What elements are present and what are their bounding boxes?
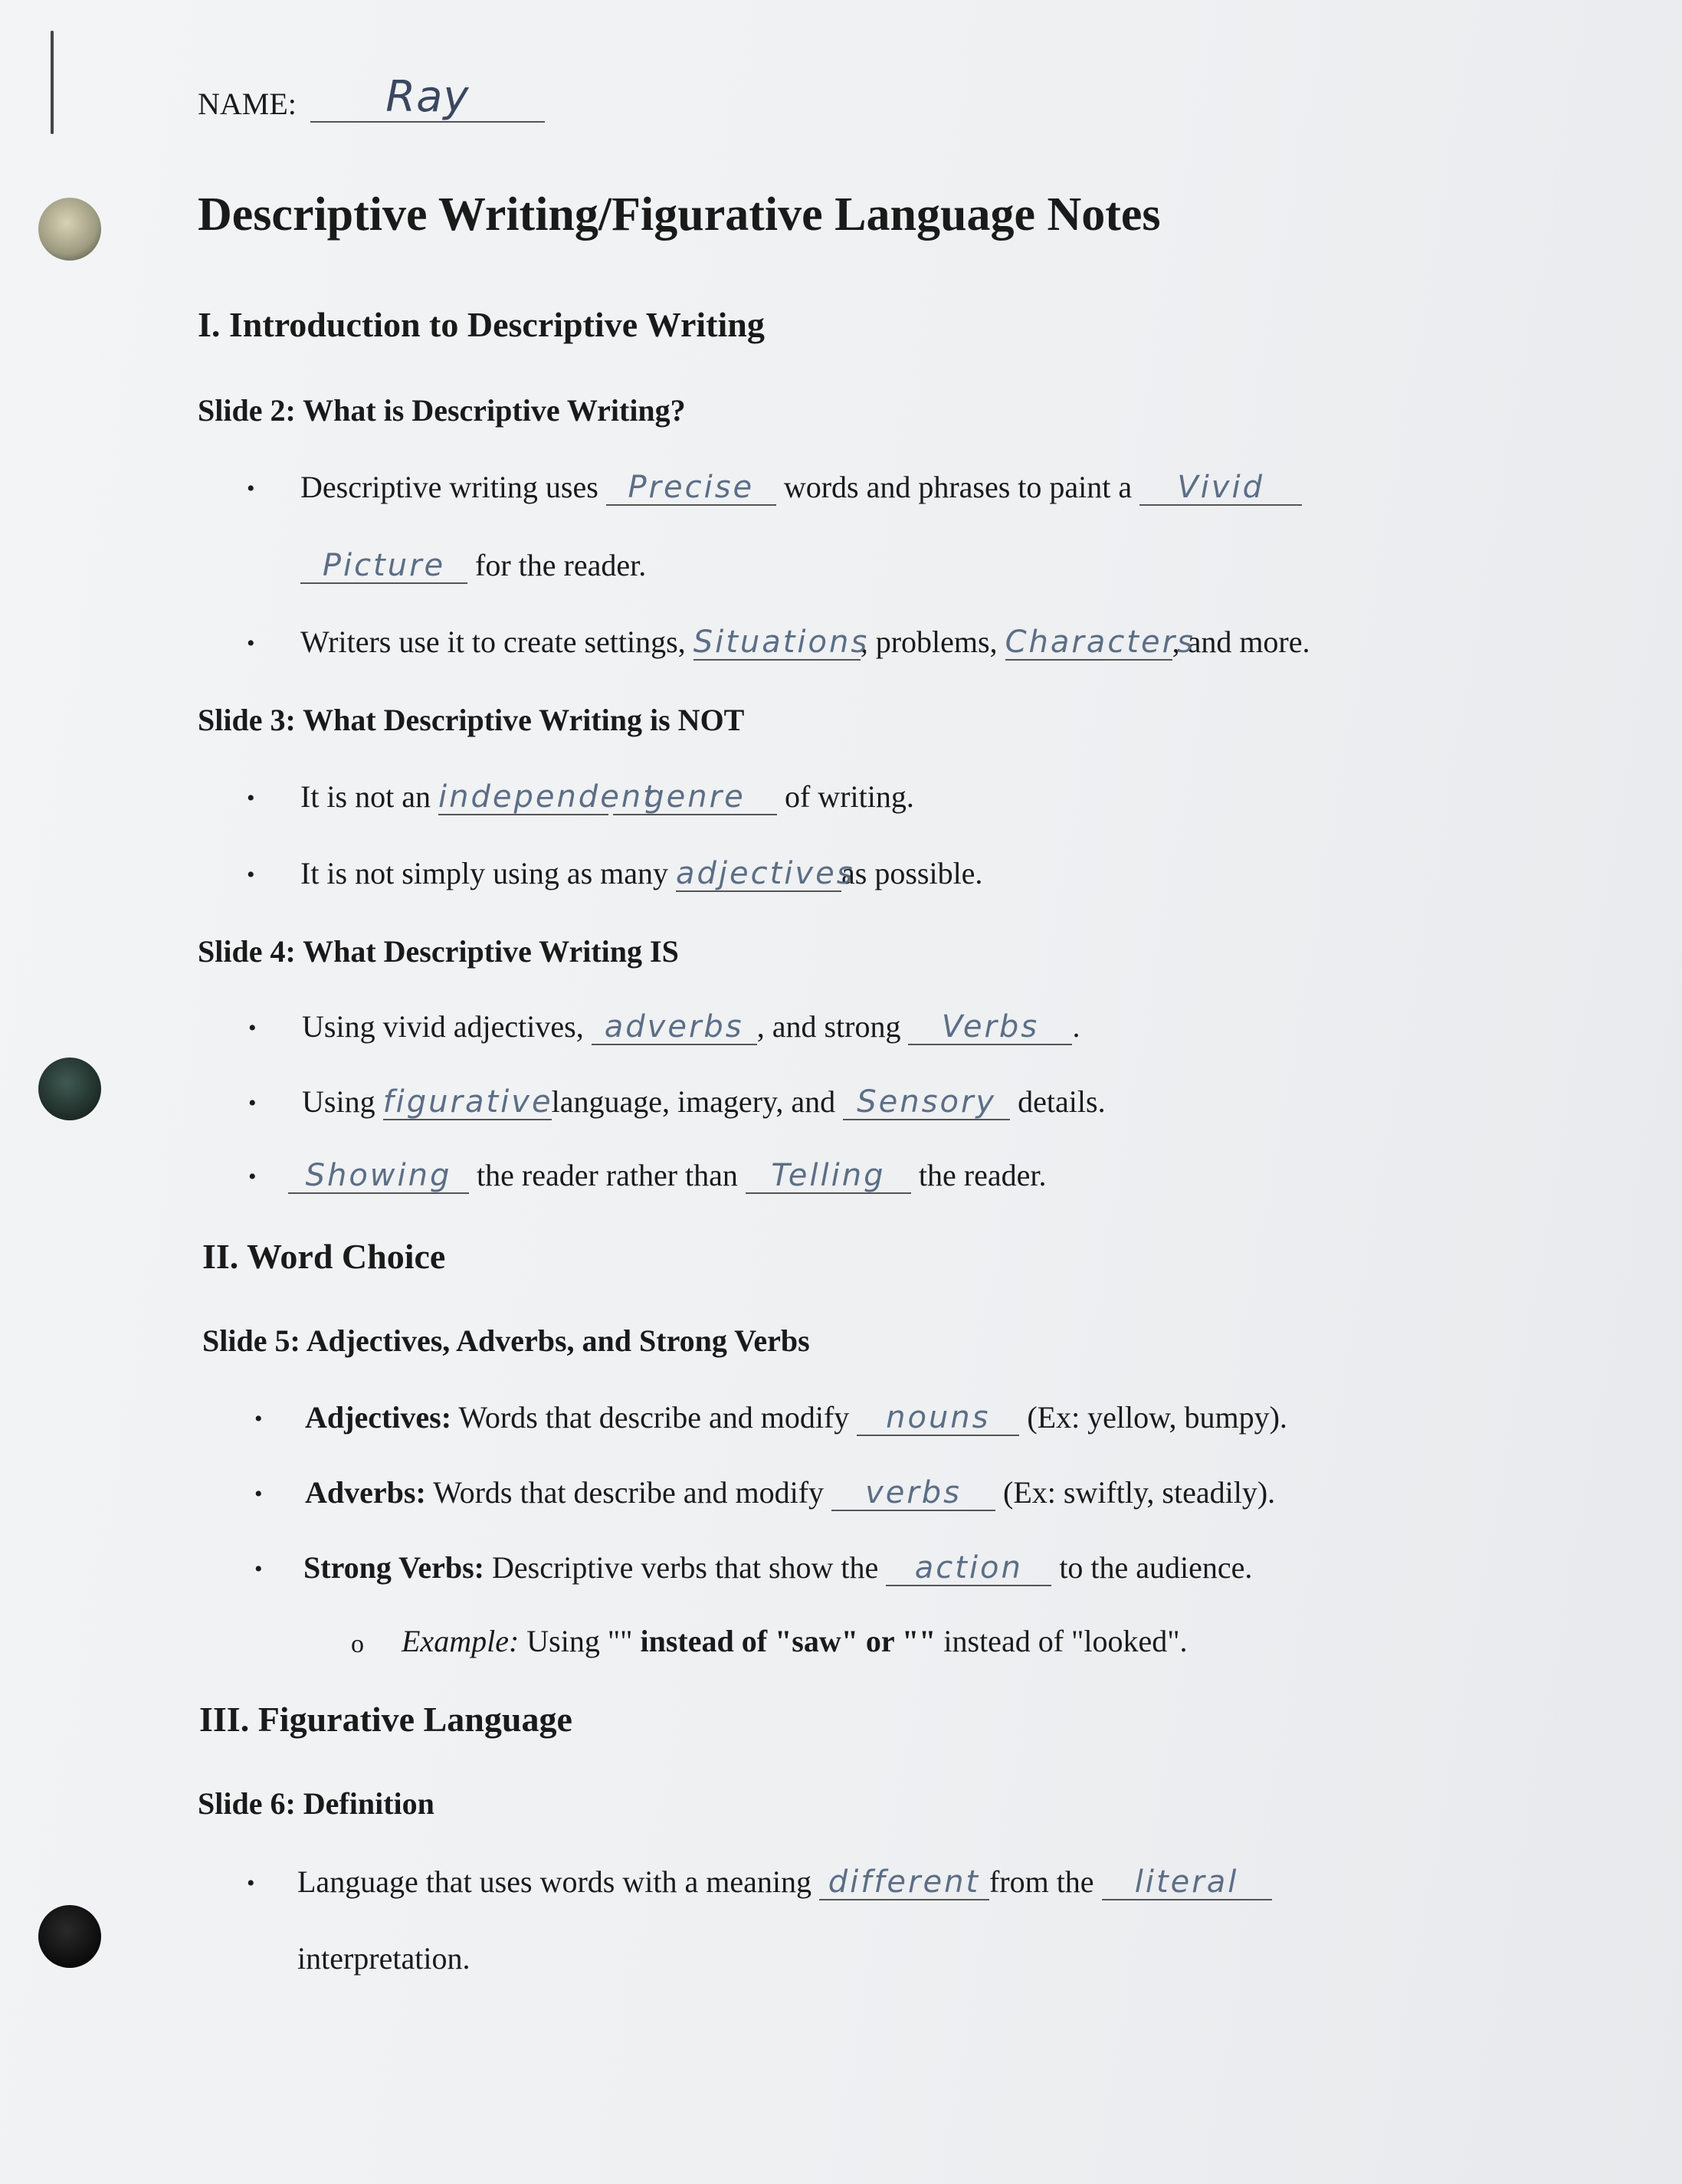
punch-hole-top	[38, 198, 101, 261]
text: It is not simply using as many	[300, 856, 668, 890]
punch-hole-bottom	[38, 1905, 101, 1968]
handwritten-answer: different	[828, 1864, 981, 1900]
bullet-icon: •	[248, 1164, 257, 1189]
handwritten-answer: Picture	[322, 548, 446, 583]
handwritten-answer: verbs	[865, 1475, 962, 1510]
answer-blank[interactable]	[908, 1008, 1072, 1045]
slide4-bullet-3	[288, 1157, 1046, 1194]
text: (Ex: swiftly, steadily).	[1003, 1475, 1276, 1510]
answer-blank[interactable]	[693, 624, 870, 661]
answer-blank[interactable]	[613, 779, 777, 815]
punch-hole-middle	[38, 1058, 101, 1120]
text: of writing.	[784, 779, 914, 814]
answer-blank[interactable]	[886, 1549, 1051, 1586]
slide2-bullet-1	[300, 469, 1302, 506]
slide5-bullet-2	[305, 1474, 1275, 1511]
answer-blank[interactable]	[843, 1084, 1010, 1120]
text: language, imagery, and	[551, 1084, 836, 1119]
text: the reader.	[918, 1158, 1047, 1192]
example-label: Example:	[402, 1624, 520, 1658]
slide6-bullet-1-cont: interpretation.	[297, 1941, 471, 1976]
answer-blank[interactable]	[676, 855, 855, 892]
handwritten-answer: nouns	[886, 1400, 991, 1435]
answer-blank[interactable]	[300, 547, 467, 584]
text: Words that describe and modify	[458, 1400, 850, 1435]
name-field[interactable]	[310, 72, 545, 123]
page-title: Descriptive Writing/Figurative Language Notes	[198, 189, 1161, 241]
term-adjectives: Adjectives:	[305, 1400, 452, 1435]
handwritten-answer: literal	[1134, 1864, 1239, 1900]
name-row	[198, 72, 545, 123]
text: , problems,	[860, 625, 998, 659]
handwritten-answer: Verbs	[941, 1009, 1040, 1044]
text: the reader rather than	[477, 1158, 738, 1192]
term-adverbs: Adverbs:	[305, 1475, 426, 1510]
text: It is not an	[300, 779, 431, 814]
bullet-icon: •	[247, 862, 255, 887]
text: Descriptive verbs that show the	[491, 1550, 879, 1585]
slide2-bullet-1-cont	[300, 547, 646, 584]
answer-blank[interactable]	[831, 1474, 995, 1511]
bullet-icon: •	[247, 785, 255, 811]
text: details.	[1018, 1084, 1106, 1119]
text: Language that uses words with a meaning	[297, 1864, 811, 1899]
text: (Ex: yellow, bumpy).	[1027, 1400, 1287, 1435]
text: Using vivid adjectives,	[302, 1009, 584, 1044]
text: Using	[302, 1084, 375, 1119]
handwritten-answer: adjectives	[676, 856, 855, 891]
answer-blank[interactable]	[1139, 469, 1302, 506]
answer-blank[interactable]	[1005, 624, 1195, 661]
text: Descriptive writing uses	[300, 470, 598, 504]
bullet-icon: •	[254, 1406, 263, 1431]
bullet-icon: •	[254, 1556, 263, 1582]
handwritten-answer: figurative	[382, 1084, 553, 1120]
slide-heading-5: Slide 5: Adjectives, Adverbs, and Strong Verbs	[202, 1323, 810, 1358]
text: Writers use it to create settings,	[300, 625, 686, 659]
handwritten-answer: genre	[644, 779, 746, 815]
bullet-icon: •	[247, 476, 255, 501]
answer-blank[interactable]	[819, 1864, 989, 1900]
slide5-bullet-3	[303, 1549, 1252, 1586]
text: to the audience.	[1059, 1550, 1253, 1585]
slide2-bullet-2	[300, 624, 1310, 661]
pen-margin-mark	[51, 31, 54, 134]
answer-blank[interactable]	[746, 1157, 911, 1194]
bullet-icon: •	[248, 1090, 257, 1116]
handwritten-answer: Telling	[771, 1158, 886, 1193]
text: , and strong	[756, 1009, 901, 1044]
answer-blank[interactable]	[288, 1157, 469, 1194]
answer-blank[interactable]	[592, 1008, 757, 1045]
slide-heading-2: Slide 2: What is Descriptive Writing?	[198, 393, 686, 428]
section-heading-1: I. Introduction to Descriptive Writing	[198, 305, 765, 344]
bullet-icon: •	[247, 631, 255, 656]
bullet-icon: •	[254, 1481, 263, 1507]
slide3-bullet-1	[300, 779, 914, 815]
text: .	[1072, 1009, 1080, 1044]
text: instead of "looked".	[943, 1624, 1188, 1658]
handwritten-answer: Vivid	[1177, 470, 1264, 505]
text: from the	[989, 1864, 1094, 1899]
text: instead of "saw" or ""	[640, 1624, 936, 1658]
answer-blank[interactable]	[606, 469, 776, 506]
slide4-bullet-1	[302, 1008, 1080, 1045]
name-label: NAME:	[198, 87, 297, 121]
name-handwriting: Ray	[385, 72, 470, 122]
bullet-icon: •	[248, 1015, 257, 1041]
slide6-bullet-1	[297, 1864, 1272, 1900]
handwritten-answer: adverbs	[604, 1009, 744, 1044]
handwritten-answer: Sensory	[857, 1084, 997, 1120]
slide5-example	[402, 1623, 1188, 1660]
handwritten-answer: Characters	[1005, 625, 1195, 660]
answer-blank[interactable]	[383, 1084, 552, 1120]
handwritten-answer: Situations	[693, 625, 870, 660]
text: , and more.	[1172, 625, 1310, 659]
circle-bullet-icon: o	[351, 1630, 364, 1658]
handwritten-answer: independent	[438, 779, 657, 815]
handwritten-answer: action	[914, 1550, 1023, 1586]
slide3-bullet-2	[300, 855, 982, 892]
text: Words that describe and modify	[433, 1475, 825, 1510]
section-heading-2: II. Word Choice	[202, 1237, 446, 1276]
text: for the reader.	[475, 548, 647, 582]
slide-heading-3: Slide 3: What Descriptive Writing is NOT	[198, 703, 745, 737]
handwritten-answer: Precise	[628, 470, 755, 505]
slide-heading-6: Slide 6: Definition	[198, 1786, 434, 1821]
term-strong-verbs: Strong Verbs:	[303, 1550, 484, 1585]
answer-blank[interactable]	[438, 779, 657, 815]
text: as possible.	[841, 856, 983, 890]
section-heading-3: III. Figurative Language	[199, 1700, 572, 1739]
answer-blank[interactable]	[1102, 1864, 1272, 1900]
slide5-bullet-1	[305, 1399, 1287, 1436]
bullet-icon: •	[247, 1871, 255, 1896]
handwritten-answer: Showing	[305, 1158, 452, 1193]
text: Using ""	[526, 1624, 633, 1658]
text: words and phrases to paint a	[783, 470, 1133, 504]
slide4-bullet-2	[302, 1084, 1106, 1120]
answer-blank[interactable]	[857, 1399, 1019, 1436]
slide-heading-4: Slide 4: What Descriptive Writing IS	[198, 934, 679, 969]
